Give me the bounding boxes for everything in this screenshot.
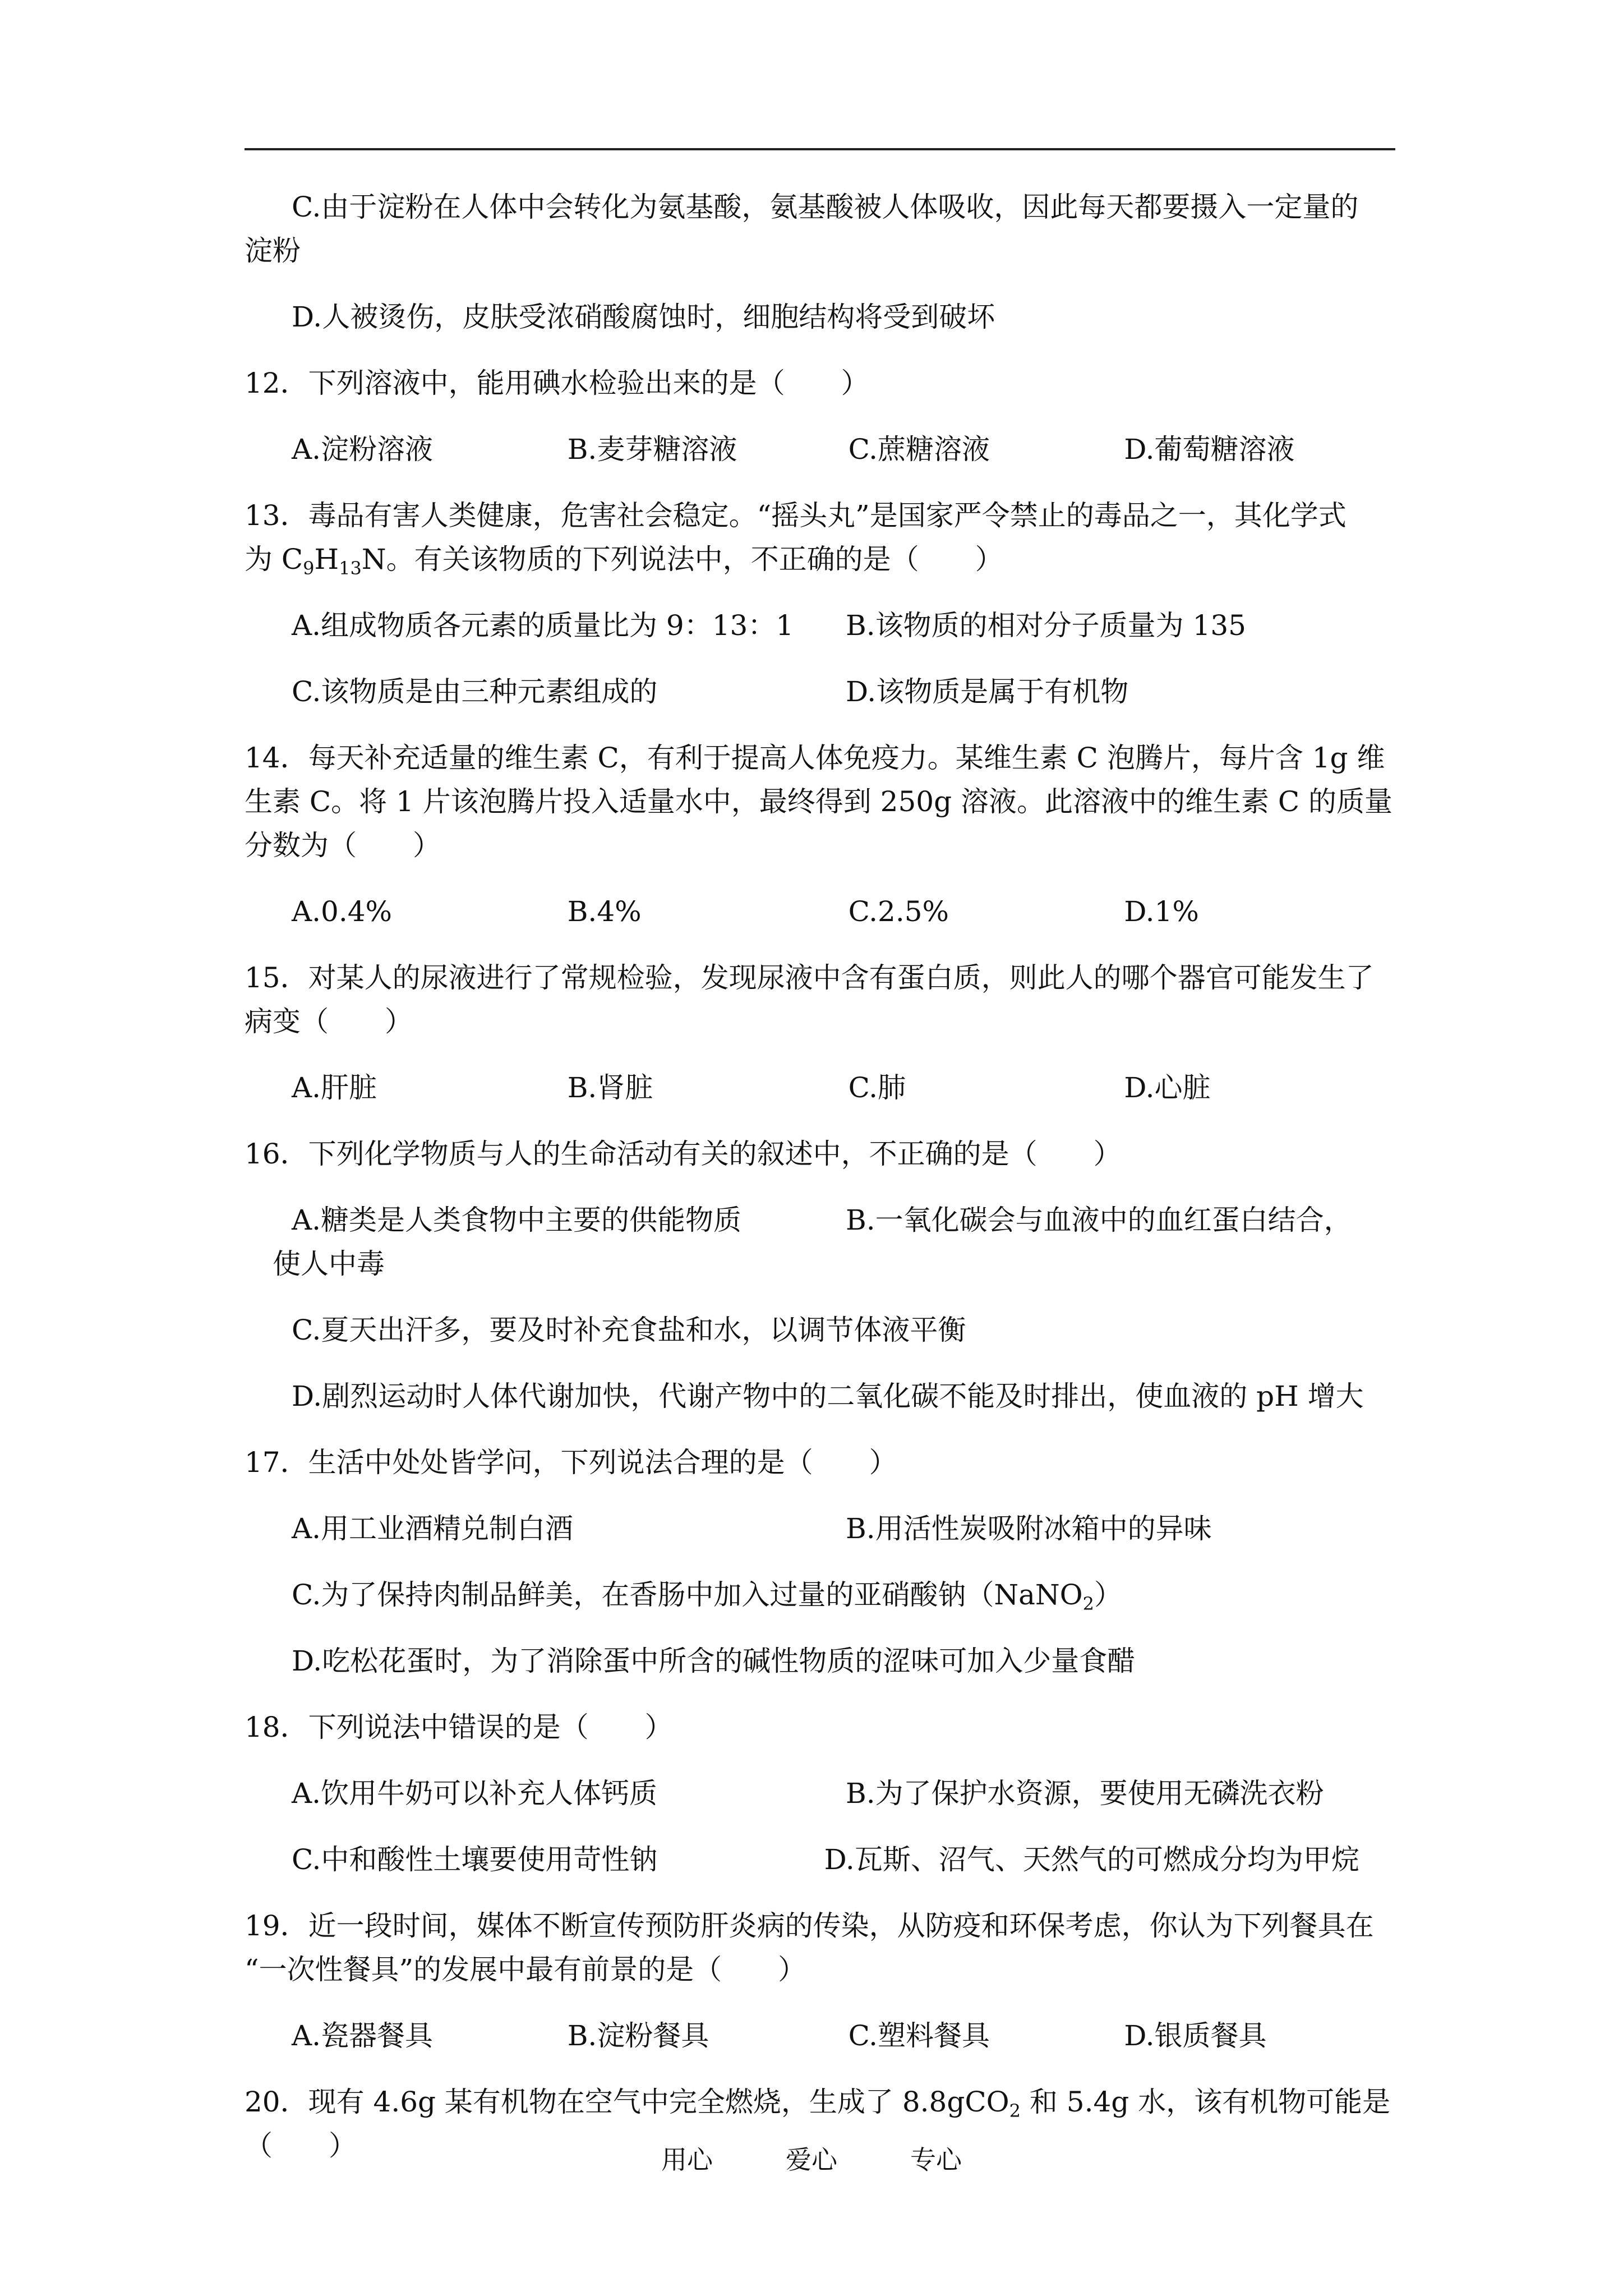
option-17d: D.吃松花蛋时，为了消除蛋中所含的碱性物质的涩味可加入少量食醋: [292, 1645, 1136, 1677]
question-13-stem: 13．毒品有害人类健康，危害社会稳定。“摇头丸”是国家严令禁止的毒品之一，其化学式 为 $C_9H_{13}N$。有关该物质的下列说法中，不正确的是（ ）: [245, 499, 1347, 579]
option-12a: A.淀粉溶液: [292, 433, 434, 466]
question-14-options: [245, 890, 1400, 933]
option-12b: B.麦芽糖溶液: [567, 433, 737, 466]
question-17-options-ab: [245, 1507, 1400, 1550]
option-16d: D.剧烈运动时人体代谢加快，代谢产物中的二氧化碳不能及时排出，使血液的 pH 增大: [292, 1380, 1364, 1412]
question-15-options: [245, 1066, 1400, 1110]
option-11c: C.由于淀粉在人体中会转化为氨基酸，氨基酸被人体吸收，因此每天都要摄入一定量的 淀粉: [245, 191, 1359, 267]
header-rule: [245, 148, 1395, 150]
option-19a: A.瓷器餐具: [292, 2019, 434, 2052]
footer-text-3: 专心: [910, 2145, 962, 2175]
option-14a: A.0.4%: [292, 895, 393, 928]
question-13-options-cd: [245, 670, 1400, 714]
option-16c: C.夏天出汗多，要及时补充食盐和水，以调节体液平衡: [292, 1314, 966, 1346]
option-13a: A.组成物质各元素的质量比为 9：13：1: [292, 609, 794, 642]
question-12-options: [245, 427, 1400, 471]
question-16-stem: 16．下列化学物质与人的生命活动有关的叙述中，不正确的是（ ）: [245, 1138, 1122, 1170]
option-18c: C.中和酸性土壤要使用苛性钠: [292, 1843, 658, 1876]
option-16b: B.一氧化碳会与血液中的血红蛋白结合，: [846, 1204, 1352, 1236]
question-18-stem: 18．下列说法中错误的是（ ）: [245, 1711, 673, 1743]
option-18a: A.饮用牛奶可以补充人体钙质: [292, 1777, 658, 1810]
option-14c: C.2.5%: [848, 895, 949, 928]
option-11d: D.人被烫伤，皮肤受浓硝酸腐蚀时，细胞结构将受到破坏: [292, 301, 995, 333]
option-17b: B.用活性炭吸附冰箱中的异味: [846, 1512, 1212, 1545]
question-16-options-ab: [245, 1198, 1400, 1242]
option-19b: B.淀粉餐具: [567, 2019, 709, 2052]
option-19c: C.塑料餐具: [848, 2019, 990, 2052]
question-13-options-ab: [245, 604, 1400, 647]
question-14-stem: 14．每天补充适量的维生素 C，有利于提高人体免疫力。某维生素 C 泡腾片，每片含 1g 维 生素 C。将 1 片该泡腾片投入适量水中，最终得到 250g 溶液。此溶液中的维生素 C 的质量 分数为（ ）: [245, 742, 1393, 862]
option-19d: D.银质餐具: [1124, 2019, 1267, 2052]
question-19-stem: 19．近一段时间，媒体不断宣传预防肝炎病的传染，从防疫和环保考虑，你认为下列餐具在 “一次性餐具”的发展中最有前景的是（ ）: [245, 1910, 1374, 1986]
option-15b: B.肾脏: [567, 1071, 653, 1104]
option-17a: A.用工业酒精兑制白酒: [292, 1512, 574, 1545]
question-18-options-cd: [245, 1838, 1400, 1881]
question-17-stem: 17．生活中处处皆学问，下列说法合理的是（ ）: [245, 1446, 897, 1479]
option-16b-continued: 使人中毒: [273, 1248, 385, 1280]
page-footer: [0, 2143, 1623, 2177]
option-13b: B.该物质的相对分子质量为 135: [846, 609, 1246, 642]
option-13c: C.该物质是由三种元素组成的: [292, 675, 658, 708]
option-15a: A.肝脏: [292, 1071, 377, 1104]
option-15c: C.肺: [848, 1071, 906, 1104]
option-13d: D.该物质是属于有机物: [846, 675, 1129, 708]
option-17c: C.为了保持肉制品鲜美，在香肠中加入过量的亚硝酸钠（NaNO$_2$）: [292, 1579, 1123, 1614]
footer-text-1: 用心: [661, 2145, 713, 2175]
option-12c: C.蔗糖溶液: [848, 433, 990, 466]
footer-text-2: 爱心: [786, 2145, 837, 2175]
option-16a: A.糖类是人类食物中主要的供能物质: [292, 1204, 742, 1236]
option-18d: D.瓦斯、沼气、天然气的可燃成分均为甲烷: [824, 1843, 1359, 1876]
question-19-options: [245, 2014, 1400, 2058]
option-14d: D.1%: [1124, 895, 1199, 928]
option-18b: B.为了保护水资源，要使用无磷洗衣粉: [846, 1777, 1324, 1810]
question-12-stem: 12．下列溶液中，能用碘水检验出来的是（ ）: [245, 367, 869, 399]
option-12d: D.葡萄糖溶液: [1124, 433, 1295, 466]
question-18-options-ab: [245, 1772, 1400, 1815]
question-15-stem: 15．对某人的尿液进行了常规检验，发现尿液中含有蛋白质，则此人的哪个器官可能发生了 病变（ ）: [245, 961, 1374, 1038]
option-15d: D.心脏: [1124, 1071, 1211, 1104]
document-content: [245, 185, 1400, 2190]
option-14b: B.4%: [567, 895, 642, 928]
question-20-stem: 20．现有 4.6g 某有机物在空气中完全燃烧，生成了 8.8gCO$_2$ 和 5.4g 水，该有机物可能是（ ）: [245, 2086, 1391, 2162]
